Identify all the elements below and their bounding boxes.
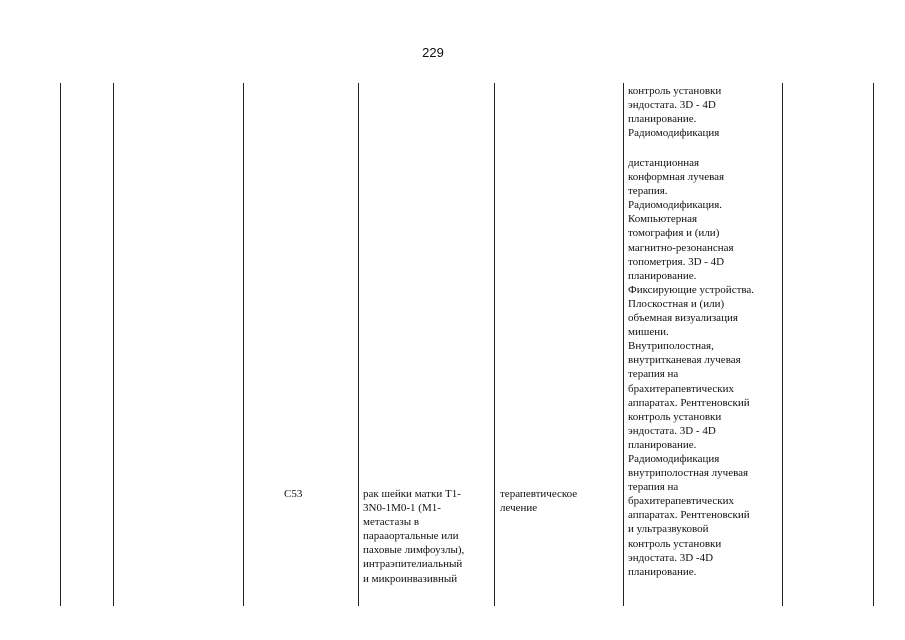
column-divider	[494, 83, 495, 606]
column-divider	[782, 83, 783, 606]
treatment-type-line: лечение	[500, 502, 538, 515]
column-divider	[243, 83, 244, 606]
method-line: Радиомодификация	[628, 452, 720, 465]
method-line: и ультразвуковой	[628, 523, 709, 536]
diagnosis-line: и микроинвазивный	[363, 572, 458, 585]
diagnosis-line: паховые лимфоузлы),	[363, 544, 465, 557]
method-line: Компьютерная	[628, 213, 698, 226]
page-number: 229	[422, 45, 444, 60]
method-line: магнитно-резонансная	[628, 241, 734, 254]
diagnosis-line: рак шейки матки T1-	[363, 488, 461, 500]
column-divider	[358, 83, 359, 606]
method-line: планирование.	[628, 565, 697, 578]
table-border-left	[60, 83, 61, 606]
method-line: объемная визуализация	[628, 312, 738, 325]
method-line: Радиомодификация	[628, 127, 720, 140]
method-line: контроль установки	[628, 85, 722, 97]
method-line: внутритканевая лучевая	[628, 354, 741, 367]
method-cell	[628, 156, 754, 579]
method-line: терапия на	[628, 481, 679, 494]
treatment-type-cell	[500, 487, 577, 515]
method-line: эндостата. 3D - 4D	[628, 99, 716, 112]
method-line: планирование.	[628, 113, 697, 126]
method-line: планирование.	[628, 269, 697, 282]
method-cell-continued	[628, 84, 721, 140]
method-line: дистанционная	[628, 157, 700, 169]
method-line: контроль установки	[628, 537, 722, 550]
diagnosis-line: парааортальные или	[363, 530, 459, 543]
column-divider	[113, 83, 114, 606]
method-line: терапия.	[628, 185, 668, 198]
method-line: брахитерапевтических	[628, 495, 734, 508]
diagnosis-line: метастазы в	[363, 516, 420, 529]
diagnosis-line: 3N0-1M0-1 (M1-	[363, 502, 441, 515]
method-line: Плоскостная и (или)	[628, 297, 725, 310]
method-line: топометрия. 3D - 4D	[628, 255, 725, 268]
method-line: Фиксирующие устройства.	[628, 283, 755, 296]
method-line: конформная лучевая	[628, 171, 725, 184]
method-line: Внутриполостная,	[628, 340, 714, 353]
method-line: брахитерапевтических	[628, 382, 734, 395]
method-line: терапия на	[628, 368, 679, 381]
method-line: мишени.	[628, 326, 669, 339]
diagnosis-line: интраэпителиальный	[363, 558, 463, 571]
diagnosis-cell	[363, 487, 464, 586]
table-border-right	[873, 83, 874, 606]
method-line: внутриполостная лучевая	[628, 467, 749, 480]
icd-code-cell: C53	[284, 488, 303, 500]
treatment-type-line: терапевтическое	[500, 488, 578, 500]
method-line: контроль установки	[628, 410, 722, 423]
method-line: планирование.	[628, 438, 697, 451]
method-line: эндостата. 3D - 4D	[628, 424, 716, 437]
method-line: Радиомодификация.	[628, 199, 723, 212]
method-line: эндостата. 3D -4D	[628, 551, 714, 564]
method-line: аппаратах. Рентгеновский	[628, 509, 750, 522]
method-line: томография и (или)	[628, 227, 720, 240]
column-divider	[623, 83, 624, 606]
method-line: аппаратах. Рентгеновский	[628, 396, 750, 409]
